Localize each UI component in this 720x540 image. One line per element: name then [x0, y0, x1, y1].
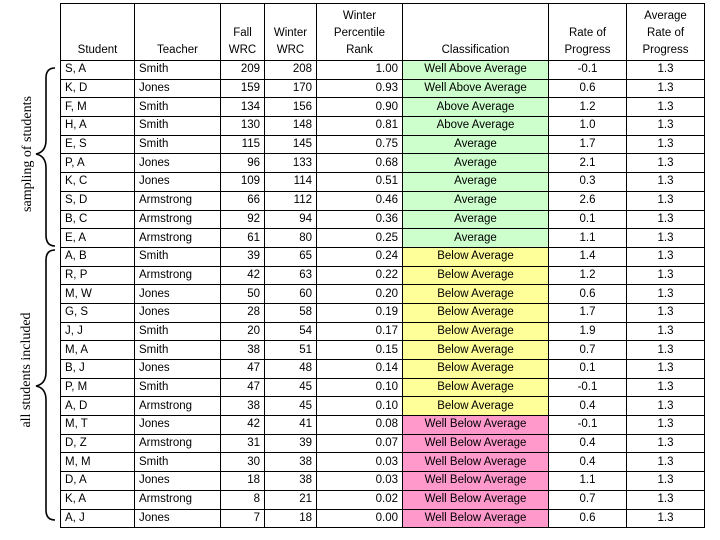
student-cell: J, J [61, 322, 135, 341]
classification-cell: Average [403, 210, 549, 229]
student-cell: B, J [61, 360, 135, 379]
average-rate-cell: 1.3 [627, 173, 705, 192]
percentile-rank-cell: 0.90 [317, 98, 403, 117]
classification-cell: Average [403, 173, 549, 192]
fall-wrc-cell: 130 [221, 117, 265, 136]
classification-cell: Below Average [403, 285, 549, 304]
student-cell: A, D [61, 397, 135, 416]
winter-wrc-cell: 18 [265, 509, 317, 528]
student-cell: M, W [61, 285, 135, 304]
teacher-cell: Smith [135, 453, 221, 472]
col-header-rate-of-progress: Rate of Progress [549, 4, 627, 61]
fall-wrc-cell: 31 [221, 434, 265, 453]
percentile-rank-cell: 0.20 [317, 285, 403, 304]
rate-of-progress-cell: 0.6 [549, 79, 627, 98]
winter-wrc-cell: 112 [265, 191, 317, 210]
table-row [61, 191, 705, 210]
table-row [61, 472, 705, 491]
fall-wrc-cell: 115 [221, 135, 265, 154]
student-cell: D, A [61, 472, 135, 491]
average-rate-cell: 1.3 [627, 61, 705, 80]
teacher-cell: Smith [135, 378, 221, 397]
teacher-cell: Armstrong [135, 397, 221, 416]
classification-cell: Average [403, 191, 549, 210]
classification-cell: Below Average [403, 266, 549, 285]
rate-of-progress-cell: 0.1 [549, 210, 627, 229]
fall-wrc-cell: 18 [221, 472, 265, 491]
percentile-rank-cell: 0.51 [317, 173, 403, 192]
classification-cell: Above Average [403, 98, 549, 117]
winter-wrc-cell: 80 [265, 229, 317, 248]
table-row [61, 490, 705, 509]
table-row [61, 453, 705, 472]
student-cell: K, A [61, 490, 135, 509]
fall-wrc-cell: 96 [221, 154, 265, 173]
rate-of-progress-cell: 2.6 [549, 191, 627, 210]
teacher-cell: Armstrong [135, 229, 221, 248]
percentile-rank-cell: 0.68 [317, 154, 403, 173]
table-row [61, 229, 705, 248]
percentile-rank-cell: 0.81 [317, 117, 403, 136]
winter-wrc-cell: 114 [265, 173, 317, 192]
classification-cell: Below Average [403, 322, 549, 341]
table-row [61, 322, 705, 341]
table-row [61, 61, 705, 80]
percentile-rank-cell: 0.00 [317, 509, 403, 528]
teacher-cell: Jones [135, 303, 221, 322]
rate-of-progress-cell: 0.1 [549, 360, 627, 379]
col-header-winter-percentile-rank: Winter Percentile Rank [317, 4, 403, 61]
percentile-rank-cell: 0.10 [317, 378, 403, 397]
sampling-of-students-label: sampling of students [20, 96, 35, 212]
teacher-cell: Armstrong [135, 191, 221, 210]
student-cell: M, T [61, 416, 135, 435]
classification-cell: Above Average [403, 117, 549, 136]
classification-cell: Average [403, 135, 549, 154]
rate-of-progress-cell: 0.4 [549, 397, 627, 416]
percentile-rank-cell: 0.75 [317, 135, 403, 154]
student-cell: K, D [61, 79, 135, 98]
winter-wrc-cell: 38 [265, 453, 317, 472]
student-cell: D, Z [61, 434, 135, 453]
fall-wrc-cell: 47 [221, 360, 265, 379]
student-cell: F, M [61, 98, 135, 117]
col-header-winter-wrc: Winter WRC [265, 4, 317, 61]
classification-cell: Well Below Average [403, 509, 549, 528]
teacher-cell: Smith [135, 322, 221, 341]
table-row [61, 509, 705, 528]
col-header-average-rate-of-progress: Average Rate of Progress [627, 4, 705, 61]
average-rate-cell: 1.3 [627, 341, 705, 360]
teacher-cell: Smith [135, 61, 221, 80]
table-row [61, 154, 705, 173]
winter-wrc-cell: 39 [265, 434, 317, 453]
sampling-brace [36, 68, 55, 246]
fall-wrc-cell: 47 [221, 378, 265, 397]
teacher-cell: Armstrong [135, 210, 221, 229]
rate-of-progress-cell: 1.2 [549, 266, 627, 285]
col-header-classification: Classification [403, 4, 549, 61]
average-rate-cell: 1.3 [627, 135, 705, 154]
rate-of-progress-cell: 0.6 [549, 509, 627, 528]
percentile-rank-cell: 0.03 [317, 472, 403, 491]
fall-wrc-cell: 30 [221, 453, 265, 472]
classification-cell: Well Below Average [403, 453, 549, 472]
classification-cell: Below Average [403, 247, 549, 266]
col-header-fall-wrc: Fall WRC [221, 4, 265, 61]
table-row [61, 341, 705, 360]
winter-wrc-cell: 208 [265, 61, 317, 80]
student-cell: P, M [61, 378, 135, 397]
table-row [61, 285, 705, 304]
table-row [61, 378, 705, 397]
student-cell: K, C [61, 173, 135, 192]
average-rate-cell: 1.3 [627, 229, 705, 248]
teacher-cell: Jones [135, 154, 221, 173]
teacher-cell: Smith [135, 117, 221, 136]
fall-wrc-cell: 159 [221, 79, 265, 98]
rate-of-progress-cell: 0.3 [549, 173, 627, 192]
fall-wrc-cell: 109 [221, 173, 265, 192]
col-header-teacher: Teacher [135, 4, 221, 61]
winter-wrc-cell: 54 [265, 322, 317, 341]
percentile-rank-cell: 0.03 [317, 453, 403, 472]
fall-wrc-cell: 209 [221, 61, 265, 80]
average-rate-cell: 1.3 [627, 378, 705, 397]
winter-wrc-cell: 51 [265, 341, 317, 360]
winter-wrc-cell: 65 [265, 247, 317, 266]
table-row [61, 247, 705, 266]
fall-wrc-cell: 50 [221, 285, 265, 304]
percentile-rank-cell: 0.24 [317, 247, 403, 266]
average-rate-cell: 1.3 [627, 434, 705, 453]
table-row [61, 416, 705, 435]
teacher-cell: Jones [135, 79, 221, 98]
rate-of-progress-cell: 0.7 [549, 341, 627, 360]
rate-of-progress-cell: 0.4 [549, 434, 627, 453]
percentile-rank-cell: 0.19 [317, 303, 403, 322]
percentile-rank-cell: 0.15 [317, 341, 403, 360]
classification-cell: Below Average [403, 303, 549, 322]
average-rate-cell: 1.3 [627, 191, 705, 210]
fall-wrc-cell: 39 [221, 247, 265, 266]
rate-of-progress-cell: 1.4 [549, 247, 627, 266]
table-row [61, 434, 705, 453]
average-rate-cell: 1.3 [627, 285, 705, 304]
average-rate-cell: 1.3 [627, 210, 705, 229]
rate-of-progress-cell: 0.6 [549, 285, 627, 304]
table-row [61, 210, 705, 229]
average-rate-cell: 1.3 [627, 266, 705, 285]
classification-cell: Well Above Average [403, 79, 549, 98]
percentile-rank-cell: 1.00 [317, 61, 403, 80]
fall-wrc-cell: 42 [221, 266, 265, 285]
average-rate-cell: 1.3 [627, 117, 705, 136]
fall-wrc-cell: 7 [221, 509, 265, 528]
fall-wrc-cell: 92 [221, 210, 265, 229]
student-cell: H, A [61, 117, 135, 136]
rate-of-progress-cell: 1.1 [549, 229, 627, 248]
average-rate-cell: 1.3 [627, 397, 705, 416]
average-rate-cell: 1.3 [627, 490, 705, 509]
student-cell: S, A [61, 61, 135, 80]
student-cell: E, S [61, 135, 135, 154]
classification-cell: Below Average [403, 397, 549, 416]
table-row [61, 266, 705, 285]
rate-of-progress-cell: -0.1 [549, 416, 627, 435]
winter-wrc-cell: 148 [265, 117, 317, 136]
teacher-cell: Smith [135, 135, 221, 154]
percentile-rank-cell: 0.07 [317, 434, 403, 453]
student-progress-table [60, 3, 705, 528]
teacher-cell: Jones [135, 360, 221, 379]
teacher-cell: Armstrong [135, 490, 221, 509]
fall-wrc-cell: 66 [221, 191, 265, 210]
teacher-cell: Smith [135, 341, 221, 360]
rate-of-progress-cell: 1.1 [549, 472, 627, 491]
rate-of-progress-cell: 1.0 [549, 117, 627, 136]
fall-wrc-cell: 42 [221, 416, 265, 435]
classification-cell: Well Above Average [403, 61, 549, 80]
student-cell: R, P [61, 266, 135, 285]
percentile-rank-cell: 0.46 [317, 191, 403, 210]
fall-wrc-cell: 20 [221, 322, 265, 341]
rate-of-progress-cell: 1.7 [549, 303, 627, 322]
percentile-rank-cell: 0.02 [317, 490, 403, 509]
average-rate-cell: 1.3 [627, 79, 705, 98]
student-cell: E, A [61, 229, 135, 248]
rate-of-progress-cell: -0.1 [549, 378, 627, 397]
classification-cell: Below Average [403, 341, 549, 360]
fall-wrc-cell: 28 [221, 303, 265, 322]
fall-wrc-cell: 134 [221, 98, 265, 117]
teacher-cell: Jones [135, 285, 221, 304]
classification-cell: Below Average [403, 360, 549, 379]
classification-cell: Well Below Average [403, 472, 549, 491]
student-cell: M, A [61, 341, 135, 360]
table-row [61, 173, 705, 192]
table-row [61, 360, 705, 379]
teacher-cell: Jones [135, 509, 221, 528]
fall-wrc-cell: 61 [221, 229, 265, 248]
average-rate-cell: 1.3 [627, 154, 705, 173]
classification-cell: Well Below Average [403, 434, 549, 453]
classification-cell: Well Below Average [403, 490, 549, 509]
average-rate-cell: 1.3 [627, 322, 705, 341]
winter-wrc-cell: 45 [265, 397, 317, 416]
classification-cell: Well Below Average [403, 416, 549, 435]
winter-wrc-cell: 41 [265, 416, 317, 435]
winter-wrc-cell: 170 [265, 79, 317, 98]
student-cell: A, B [61, 247, 135, 266]
winter-wrc-cell: 94 [265, 210, 317, 229]
rate-of-progress-cell: 2.1 [549, 154, 627, 173]
fall-wrc-cell: 38 [221, 397, 265, 416]
rate-of-progress-cell: 1.7 [549, 135, 627, 154]
average-rate-cell: 1.3 [627, 98, 705, 117]
teacher-cell: Jones [135, 416, 221, 435]
rate-of-progress-cell: 0.7 [549, 490, 627, 509]
teacher-cell: Armstrong [135, 434, 221, 453]
winter-wrc-cell: 45 [265, 378, 317, 397]
winter-wrc-cell: 63 [265, 266, 317, 285]
classification-cell: Average [403, 229, 549, 248]
percentile-rank-cell: 0.14 [317, 360, 403, 379]
student-cell: M, M [61, 453, 135, 472]
table-header-row [61, 4, 705, 61]
winter-wrc-cell: 145 [265, 135, 317, 154]
fall-wrc-cell: 8 [221, 490, 265, 509]
all-students-brace [36, 250, 55, 520]
percentile-rank-cell: 0.25 [317, 229, 403, 248]
table-row [61, 98, 705, 117]
average-rate-cell: 1.3 [627, 247, 705, 266]
teacher-cell: Smith [135, 247, 221, 266]
winter-wrc-cell: 58 [265, 303, 317, 322]
teacher-cell: Jones [135, 472, 221, 491]
average-rate-cell: 1.3 [627, 509, 705, 528]
average-rate-cell: 1.3 [627, 416, 705, 435]
percentile-rank-cell: 0.10 [317, 397, 403, 416]
student-cell: B, C [61, 210, 135, 229]
average-rate-cell: 1.3 [627, 303, 705, 322]
teacher-cell: Smith [135, 98, 221, 117]
percentile-rank-cell: 0.93 [317, 79, 403, 98]
student-cell: G, S [61, 303, 135, 322]
table-row [61, 397, 705, 416]
winter-wrc-cell: 60 [265, 285, 317, 304]
all-students-included-label: all students included [19, 312, 34, 428]
table-row [61, 135, 705, 154]
teacher-cell: Armstrong [135, 266, 221, 285]
rate-of-progress-cell: 1.9 [549, 322, 627, 341]
student-cell: A, J [61, 509, 135, 528]
winter-wrc-cell: 21 [265, 490, 317, 509]
table-row [61, 117, 705, 136]
average-rate-cell: 1.3 [627, 472, 705, 491]
average-rate-cell: 1.3 [627, 453, 705, 472]
col-header-student: Student [61, 4, 135, 61]
winter-wrc-cell: 156 [265, 98, 317, 117]
winter-wrc-cell: 38 [265, 472, 317, 491]
percentile-rank-cell: 0.08 [317, 416, 403, 435]
winter-wrc-cell: 48 [265, 360, 317, 379]
percentile-rank-cell: 0.36 [317, 210, 403, 229]
classification-cell: Average [403, 154, 549, 173]
grouping-braces [0, 0, 60, 540]
student-cell: S, D [61, 191, 135, 210]
rate-of-progress-cell: -0.1 [549, 61, 627, 80]
teacher-cell: Jones [135, 173, 221, 192]
classification-cell: Below Average [403, 378, 549, 397]
winter-wrc-cell: 133 [265, 154, 317, 173]
percentile-rank-cell: 0.22 [317, 266, 403, 285]
rate-of-progress-cell: 0.4 [549, 453, 627, 472]
table-row [61, 303, 705, 322]
percentile-rank-cell: 0.17 [317, 322, 403, 341]
rate-of-progress-cell: 1.2 [549, 98, 627, 117]
average-rate-cell: 1.3 [627, 360, 705, 379]
student-cell: P, A [61, 154, 135, 173]
table-row [61, 79, 705, 98]
fall-wrc-cell: 38 [221, 341, 265, 360]
